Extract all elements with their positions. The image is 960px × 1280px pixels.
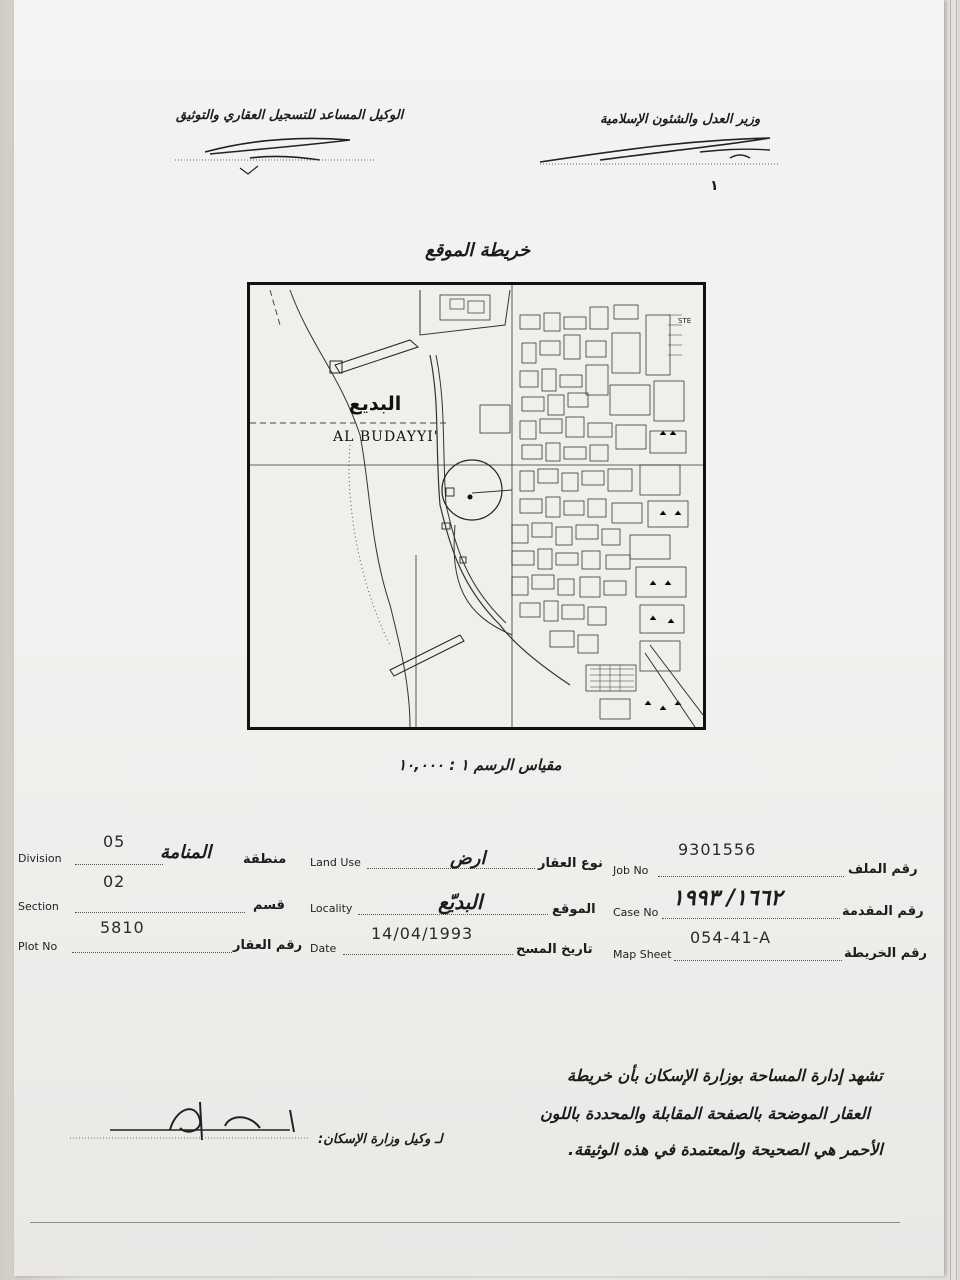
certification-line-2: العقار الموضحة بالصفحة المقابلة والمحددة باللون <box>540 1104 870 1123</box>
vegetation-marks <box>645 431 681 710</box>
case-no-label-en: Case No <box>613 906 659 919</box>
division-dots <box>75 864 163 865</box>
map-sheet-label-en: Map Sheet <box>613 948 672 961</box>
map-sheet-label-ar: رقم الخريطة <box>844 946 927 961</box>
division-handwritten: المنامة <box>160 842 212 863</box>
division-label-ar: منطقة <box>243 852 287 867</box>
minister-mark: ١ <box>710 178 719 194</box>
locality-label-en: Locality <box>310 902 353 915</box>
case-no-dots <box>662 918 840 919</box>
minister-title: وزير العدل والشئون الإسلامية <box>600 112 761 127</box>
shore-dotted <box>349 445 390 645</box>
locality-handwritten: البديّع <box>438 890 483 914</box>
job-no-label-ar: رقم الملف <box>848 862 918 877</box>
land-use-handwritten: ارض <box>450 848 486 869</box>
division-label-en: Division <box>18 852 62 865</box>
case-no-handwritten: ١٦٦٢/ ١٩٩٣ <box>672 886 783 911</box>
land-use-label-en: Land Use <box>310 856 361 869</box>
plot-marker <box>468 495 473 500</box>
date-label-en: Date <box>310 942 337 955</box>
bottom-rule <box>30 1222 900 1223</box>
certification-line-1: تشهد إدارة المساحة بوزارة الإسكان بأن خريطة <box>567 1066 883 1085</box>
corner-label: STE <box>678 317 692 325</box>
main-road <box>430 355 570 685</box>
section-label-en: Section <box>18 900 59 913</box>
housing-signer-label: لـ وكيل وزارة الإسكان: <box>318 1132 443 1147</box>
map-scale: مقياس الرسم ١ : ١٠,٠٠٠ <box>398 756 562 774</box>
plot-no-dots <box>72 952 232 953</box>
hatched-blocks <box>590 665 634 691</box>
jetty <box>335 340 418 373</box>
job-no-dots <box>658 876 844 877</box>
map-drawing <box>250 285 703 727</box>
map-sheet-value: 054-41-A <box>690 928 772 947</box>
division-value: 05 <box>103 832 126 851</box>
roundabout <box>442 460 502 520</box>
town-blocks <box>512 305 688 719</box>
map-title: خريطة الموقع <box>425 240 531 261</box>
minister-signature-tail <box>700 149 770 158</box>
location-map <box>247 282 706 730</box>
date-dots <box>343 954 513 955</box>
housing-signature <box>60 1090 320 1160</box>
place-name-english: AL BUDAYYI' <box>333 429 439 445</box>
job-no-label-en: Job No <box>613 864 649 877</box>
plot-no-value: 5810 <box>100 918 145 937</box>
place-name-arabic: البديع <box>348 393 402 415</box>
header-signatures <box>0 0 960 240</box>
section-label-ar: قسم <box>253 898 285 913</box>
plot-no-label-ar: رقم العقار <box>233 938 303 953</box>
locality-dots <box>358 914 548 915</box>
date-label-ar: تاريخ المسح <box>516 942 593 957</box>
locality-label-ar: الموقع <box>552 902 596 917</box>
case-no-label-ar: رقم المقدمة <box>842 904 924 919</box>
undersecretary-signature <box>205 139 350 161</box>
job-no-value: 9301556 <box>678 840 757 859</box>
survey-date-value: 14/04/1993 <box>371 924 474 943</box>
certification-line-3: الأحمر هي الصحيحة والمعتمدة في هذه الوثيقة. <box>568 1140 883 1159</box>
section-value: 02 <box>103 872 126 891</box>
section-dots <box>75 912 245 913</box>
map-sheet-dots <box>674 960 842 961</box>
lower-jetty <box>390 635 464 676</box>
assistant-undersecretary-title: الوكيل المساعد للتسجيل العقاري والتوثيق <box>176 108 404 123</box>
plot-no-label-en: Plot No <box>18 940 58 953</box>
land-use-label-ar: نوع العقار <box>538 856 603 871</box>
